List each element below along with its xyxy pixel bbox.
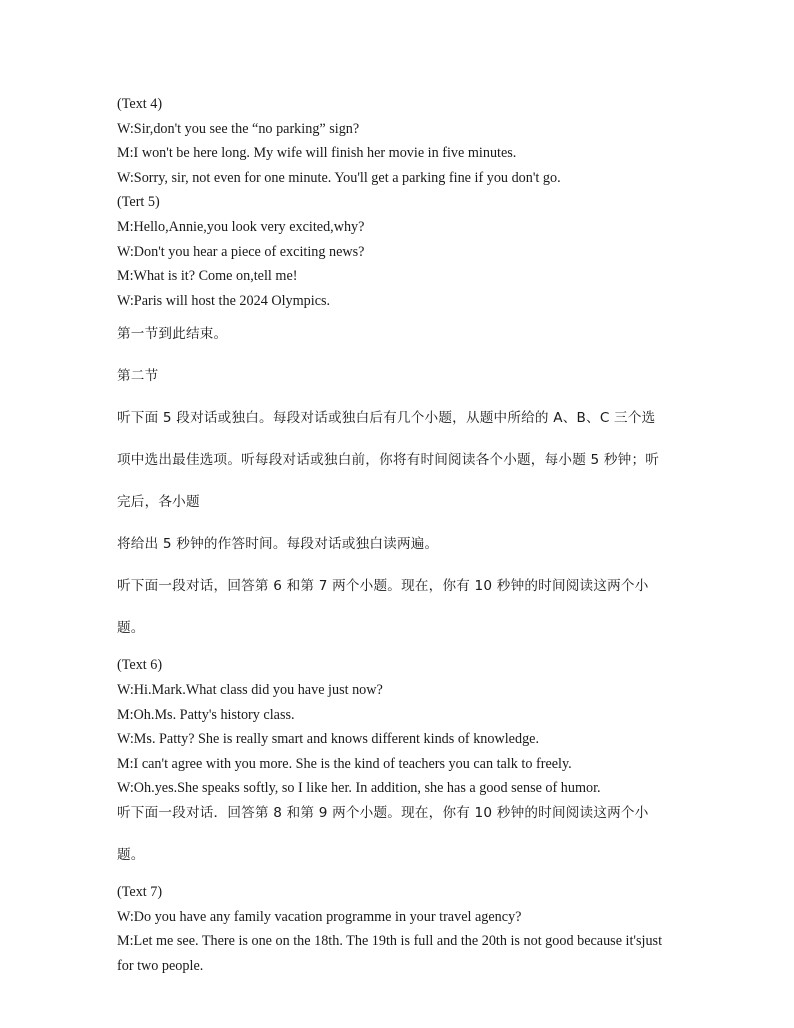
text7-heading: (Text 7) bbox=[117, 883, 163, 900]
dialogue-line: W:Hi.Mark.What class did you have just now? bbox=[117, 681, 383, 698]
dialogue-line: W:Oh.yes.She speaks softly, so I like her. In addition, she has a good sense of humor. bbox=[117, 780, 601, 797]
dialogue-line: M:Oh.Ms. Patty's history class. bbox=[117, 706, 295, 723]
instruction-line: 完后，各小题 bbox=[117, 494, 200, 511]
dialogue-line: M:Let me see. There is one on the 18th. The 19th is full and the 20th is not good because it'sjust bbox=[117, 933, 663, 950]
prompt-8-9: 听下面一段对话．回答第 8 和第 9 两个小题。现在，你有 10 秒钟的时间阅读这两个小 bbox=[117, 804, 649, 821]
dialogue-line: W:Don't you hear a piece of exciting news? bbox=[117, 243, 365, 260]
text4-heading: (Text 4) bbox=[117, 96, 163, 112]
instruction-line: 将给出 5 秒钟的作答时间。每段对话或独白读两遍。 bbox=[117, 536, 439, 553]
dialogue-line: W:Sorry, sir, not even for one minute. You'll get a parking fine if you don't go. bbox=[117, 169, 561, 186]
dialogue-line: M:I won't be here long. My wife will finish her movie in five minutes. bbox=[117, 145, 517, 162]
prompt-6-7-cont: 题。 bbox=[117, 620, 145, 637]
section1-end-note: 第一节到此结束。 bbox=[117, 326, 228, 343]
dialogue-line: W:Do you have any family vacation programme in your travel agency? bbox=[117, 908, 522, 925]
instruction-line: 听下面 5 段对话或独白。每段对话或独白后有几个小题，从题中所给的 A、B、C 三个选 bbox=[117, 410, 656, 427]
dialogue-line: W:Sir,don't you see the “no parking” sign? bbox=[117, 120, 360, 137]
dialogue-line: M:What is it? Come on,tell me! bbox=[117, 268, 298, 285]
dialogue-line: M:I can't agree with you more. She is the kind of teachers you can talk to freely. bbox=[117, 755, 572, 772]
dialogue-line: W:Paris will host the 2024 Olympics. bbox=[117, 292, 331, 309]
prompt-8-9-cont: 题。 bbox=[117, 846, 145, 863]
text6-heading: (Text 6) bbox=[117, 657, 163, 674]
instruction-line: 项中选出最佳选项。听每段对话或独白前，你将有时间阅读各个小题，每小题 5 秒钟；听 bbox=[117, 452, 660, 469]
dialogue-line: M:Hello,Annie,you look very excited,why? bbox=[117, 218, 365, 235]
document-page bbox=[117, 92, 687, 978]
dialogue-line: for two people. bbox=[117, 957, 204, 974]
section2-title: 第二节 bbox=[117, 368, 159, 385]
text5-heading: (Tert 5) bbox=[117, 194, 160, 211]
prompt-6-7: 听下面一段对话，回答第 6 和第 7 两个小题。现在，你有 10 秒钟的时间阅读这两个小 bbox=[117, 578, 649, 595]
dialogue-line: W:Ms. Patty? She is really smart and knows different kinds of knowledge. bbox=[117, 731, 540, 748]
